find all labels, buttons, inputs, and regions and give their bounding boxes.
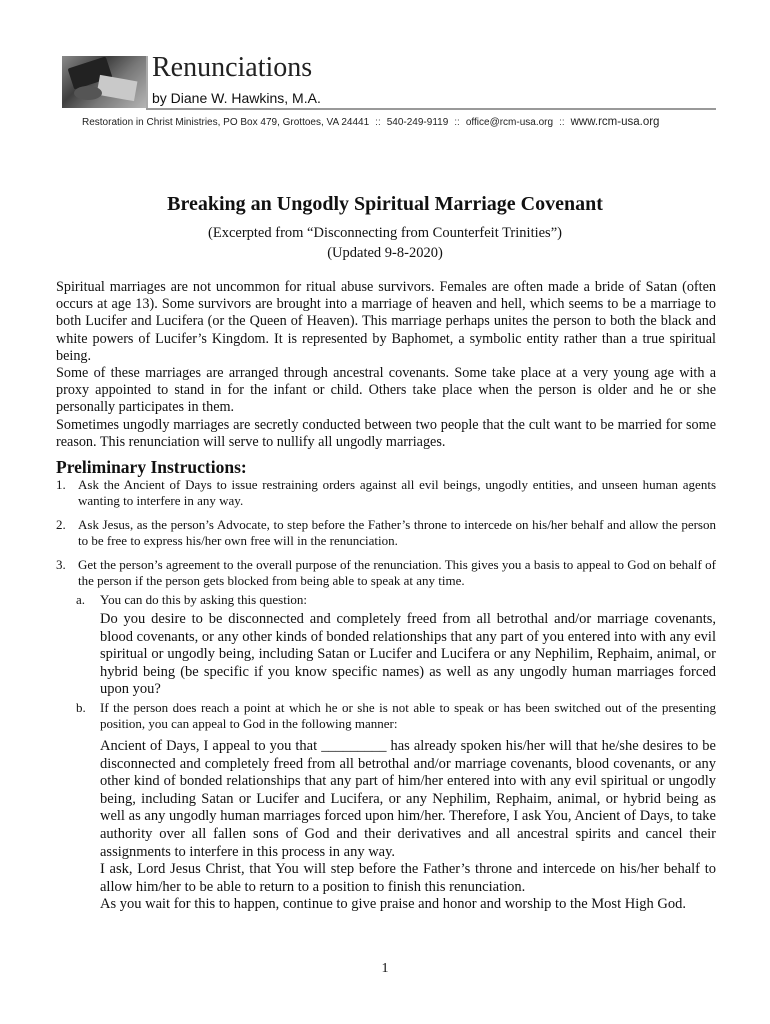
header-divider-horizontal: [146, 108, 716, 110]
appeal-text: [100, 738, 716, 914]
instruction-number: 2.: [56, 517, 66, 532]
instruction-text: Get the person’s agreement to the overall purpose of the renunciation. This gives you a basis to appeal to God on behalf of the person if the person gets blocked from being able to speak at any time.: [78, 557, 716, 588]
intro-paragraph: Spiritual marriages are not uncommon for ritual abuse survivors. Females are often made a bride of Satan (often occurs at age 13). Some survivors are brought into a marriage of heaven and hell, which seems to be a marriage to both Lucifer and Lucifera (or the Queen of Heaven). This marriage perhaps unites the person to both the black and white powers of Lucifer’s Kingdom. It is represented by Baphomet, a symbolic entity rather than a true spiritual being.: [56, 279, 716, 364]
intro-paragraph: Sometimes ungodly marriages are secretly conducted between two people that the cult want to be married for some reason. This renunciation will serve to nullify all ungodly marriages.: [56, 416, 716, 450]
question-text: Do you desire to be disconnected and completely freed from all betrothal and/or marriage covenants, blood covenants, or any other kinds of bonded relationships that any part of you entered into with any evil spiritual or ungodly being, including Satan or Lucifer and Lucifera or any Nephilim, Rephaim, animal, or hybrid being (be specific if you know specific names) as well as any ungodly human marriages forced upon you?: [100, 611, 716, 698]
sub-text: If the person does reach a point at which he or she is not able to speak or has been switched out of the presenting position, you can appeal to God in the following manner:: [100, 700, 716, 731]
instruction-text: Ask the Ancient of Days to issue restraining orders against all evil beings, ungodly entities, and unseen human agents wanting to interfere in any way.: [78, 477, 716, 508]
sub-instruction-a: [76, 592, 307, 608]
intro-paragraph: Some of these marriages are arranged through ancestral covenants. Some take place at a very young age with a proxy appointed to stand in for the infant or child. Others take place when the person is older and he or she personally participates in them.: [56, 365, 716, 416]
intro-text: [56, 279, 716, 451]
sub-text: You can do this by asking this question:: [100, 592, 308, 607]
instruction-text: Ask Jesus, as the person’s Advocate, to step before the Father’s throne to intercede on his/her behalf and allow the person to be free to express his/her own free will in the renunciation.: [78, 517, 716, 548]
series-title: Renunciations: [152, 52, 313, 83]
contact-url[interactable]: www.rcm-usa.org: [570, 116, 660, 128]
contact-address: Restoration in Christ Ministries, PO Box 479, Grottoes, VA 24441: [82, 117, 370, 128]
updated-date: (Updated 9-8-2020): [327, 245, 443, 261]
header-divider-vertical: [146, 56, 148, 108]
document-title: Breaking an Ungodly Spiritual Marriage Covenant: [167, 193, 603, 215]
instruction-item: [56, 517, 716, 549]
appeal-paragraph: Ancient of Days, I appeal to you that _________ has already spoken his/her will that he/she desires to be disconnected and completely freed from all betrothal and/or marriage covenants, blood covenants, or any other kind of bonded relationships that any part of him/her entered into with any evil spiritual or ungodly being, including Satan or Lucifer and Lucifera, or any Nephilim, Rephaim, animal, or hybrid being as well as any ungodly human marriages forced upon him/her. Therefore, I ask You, Ancient of Days, to take authority over all fallen sons of God and their derivatives and all ancestral spirits and cancel their assignments to interfere in this process in any way.: [100, 738, 716, 860]
contact-line: [82, 116, 659, 128]
separator: ::: [559, 117, 565, 128]
instruction-number: 3.: [56, 557, 66, 572]
separator: ::: [375, 117, 381, 128]
instruction-number: 1.: [56, 477, 66, 492]
instruction-item: [56, 557, 716, 589]
excerpt-note: (Excerpted from “Disconnecting from Counterfeit Trinities”): [208, 225, 562, 241]
appeal-paragraph: As you wait for this to happen, continue to give praise and honor and worship to the Most High God.: [100, 896, 686, 913]
contact-phone: 540-249-9119: [386, 117, 449, 128]
sub-label: b.: [76, 700, 86, 715]
sub-label: a.: [76, 592, 86, 607]
separator: ::: [454, 117, 460, 128]
contact-email[interactable]: office@rcm-usa.org: [465, 117, 554, 128]
instruction-item: [56, 477, 716, 509]
sub-instruction-b: [76, 700, 716, 732]
section-heading: Preliminary Instructions:: [56, 457, 247, 477]
ministry-logo-image: [62, 56, 146, 108]
appeal-paragraph: I ask, Lord Jesus Christ, that You will step before the Father’s throne and intercede on his/her behalf to allow him/her to be able to return to a position to finish this renunciation.: [100, 861, 716, 895]
page-number: 1: [381, 961, 389, 976]
author-byline: by Diane W. Hawkins, M.A.: [152, 90, 321, 106]
